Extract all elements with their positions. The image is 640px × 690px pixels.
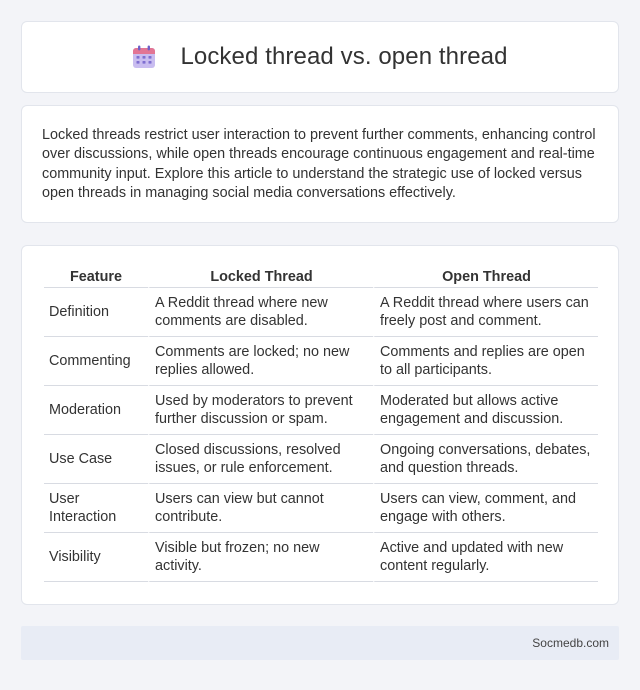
footer bbox=[21, 626, 619, 660]
comparison-table-card bbox=[21, 245, 619, 605]
footer-site-link[interactable]: Socmedb.com bbox=[532, 636, 609, 650]
table-row bbox=[44, 533, 598, 582]
table-row bbox=[44, 386, 598, 435]
feature-cell: Visibility bbox=[44, 533, 148, 582]
calendar-icon bbox=[132, 45, 156, 69]
open-cell: Active and updated with new content regularly. bbox=[373, 533, 598, 582]
open-cell: Ongoing conversations, debates, and question threads. bbox=[373, 435, 598, 484]
feature-cell: Use Case bbox=[44, 435, 148, 484]
table-row bbox=[44, 337, 598, 386]
open-cell: Users can view, comment, and engage with others. bbox=[373, 484, 598, 533]
table-row bbox=[44, 484, 598, 533]
page-title: Locked thread vs. open thread bbox=[180, 43, 508, 70]
column-header-feature: Feature bbox=[44, 268, 148, 288]
locked-cell: Used by moderators to prevent further discussion or spam. bbox=[148, 386, 373, 435]
feature-cell: User Interaction bbox=[44, 484, 148, 533]
feature-cell: Definition bbox=[44, 288, 148, 337]
locked-cell: Closed discussions, resolved issues, or rule enforcement. bbox=[148, 435, 373, 484]
comparison-table bbox=[44, 268, 598, 582]
locked-cell: Comments are locked; no new replies allowed. bbox=[148, 337, 373, 386]
open-cell: Moderated but allows active engagement and discussion. bbox=[373, 386, 598, 435]
column-header-locked: Locked Thread bbox=[148, 268, 373, 288]
table-row bbox=[44, 435, 598, 484]
locked-cell: Visible but frozen; no new activity. bbox=[148, 533, 373, 582]
locked-cell: A Reddit thread where new comments are disabled. bbox=[148, 288, 373, 337]
feature-cell: Commenting bbox=[44, 337, 148, 386]
column-header-open: Open Thread bbox=[373, 268, 598, 288]
table-row bbox=[44, 288, 598, 337]
locked-cell: Users can view but cannot contribute. bbox=[148, 484, 373, 533]
title-card bbox=[21, 21, 619, 93]
open-cell: A Reddit thread where users can freely post and comment. bbox=[373, 288, 598, 337]
feature-cell: Moderation bbox=[44, 386, 148, 435]
open-cell: Comments and replies are open to all participants. bbox=[373, 337, 598, 386]
intro-text: Locked threads restrict user interaction to prevent further comments, enhancing control over discussions, while open threads encourage continuous engagement and real-time community input. Explore this article to understand the strategic use of locked versus open threads in managing social media conversations effectively. bbox=[42, 127, 596, 202]
intro-card bbox=[21, 105, 619, 223]
table-header-row bbox=[44, 268, 598, 288]
